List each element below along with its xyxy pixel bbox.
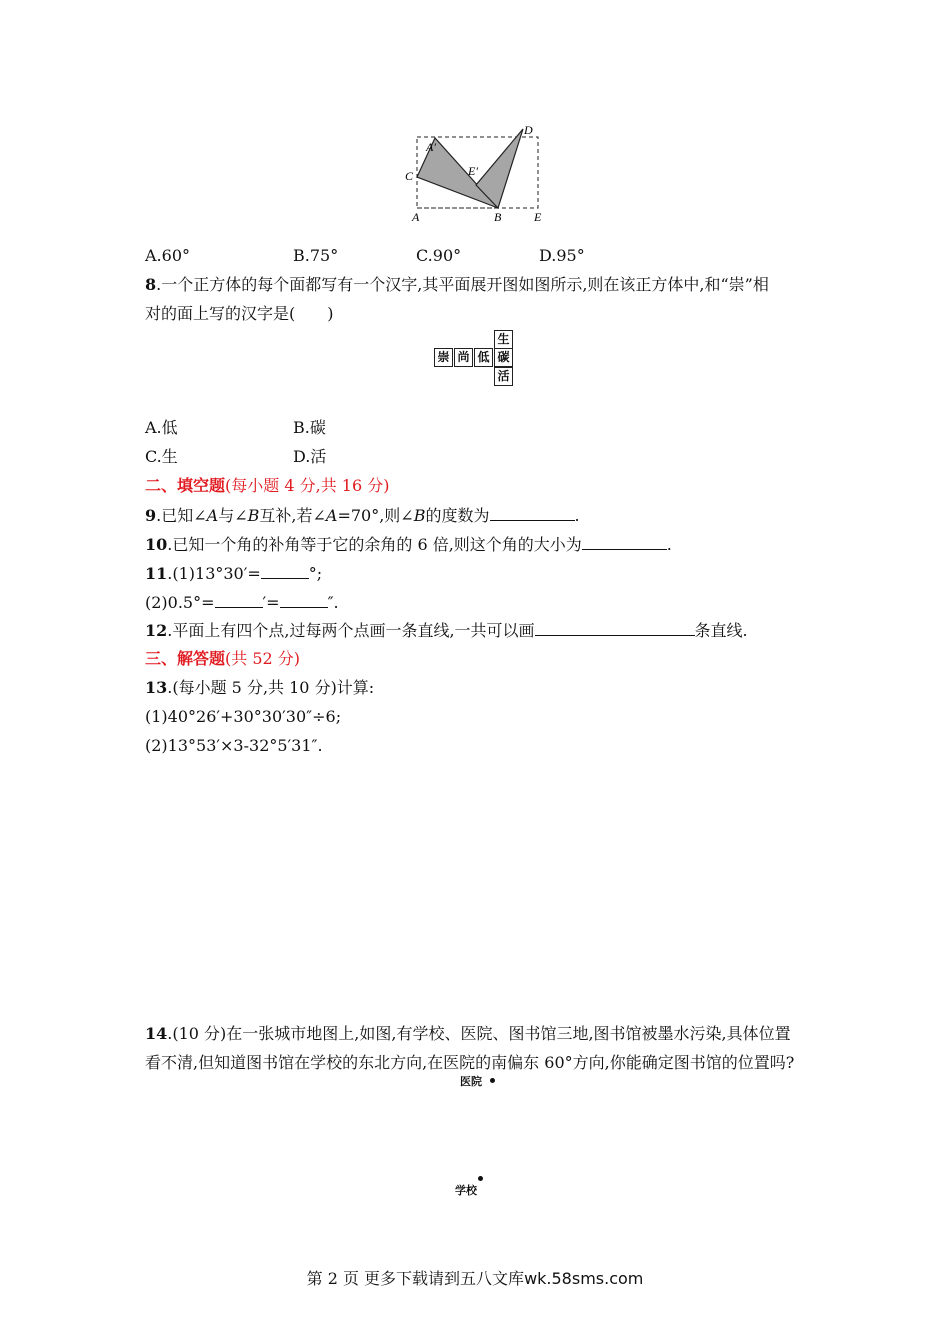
q7-option-a: A.60°: [145, 246, 190, 265]
q11-text: (2)0.5°=: [145, 593, 215, 612]
footer-text: 第 2 页 更多下载请到五八文库: [306, 1269, 525, 1288]
q8-number: 8: [145, 275, 157, 294]
q9-var: A: [325, 506, 338, 525]
net-cell-3: 低: [474, 348, 493, 367]
q14-line2: 看不清,但知道图书馆在学校的东北方向,在医院的南偏东 60°方向,你能确定图书馆的位置吗?: [145, 1053, 795, 1072]
q11-answer-blank-2[interactable]: [215, 592, 263, 608]
net-cell-2: 尚: [454, 348, 473, 367]
q10-end: .: [666, 535, 672, 554]
q9-var: A: [206, 506, 219, 525]
q14-line1: [145, 1024, 791, 1044]
section-2-note: (每小题 4 分,共 16 分): [225, 476, 390, 495]
q12-end: 条直线.: [694, 621, 748, 640]
label-c: C: [405, 169, 414, 183]
q7-option-c: C.90°: [416, 246, 462, 265]
q8-line1: [145, 275, 769, 295]
q10: [145, 534, 672, 555]
q11-line2: [145, 592, 339, 613]
q7-option-b: B.75°: [293, 246, 339, 265]
q8-option-a: A.低: [145, 418, 178, 437]
q9-var: B: [413, 506, 426, 525]
footer-url[interactable]: wk.58sms.com: [524, 1269, 644, 1288]
q9-text: .已知∠: [156, 506, 207, 525]
q9: [145, 505, 580, 526]
q9-text: 的度数为: [425, 506, 490, 525]
section-3-title: 三、解答题: [145, 649, 226, 668]
fold-figure: [400, 124, 550, 224]
label-b: B: [494, 210, 502, 224]
q13-text: .(每小题 5 分,共 10 分)计算:: [167, 678, 375, 697]
q11-line1: [145, 563, 322, 584]
label-e-prime: E′: [468, 164, 478, 178]
q13: [145, 678, 374, 698]
q12-text: .平面上有四个点,过每两个点画一条直线,一共可以画: [167, 621, 535, 640]
net-cell-top: 生: [494, 330, 513, 349]
label-a-prime: A′: [426, 140, 436, 154]
school-label: 学校: [455, 1184, 477, 1197]
section-2-title: 二、填空题: [145, 476, 226, 495]
q14-text1: .(10 分)在一张城市地图上,如图,有学校、医院、图书馆三地,图书馆被墨水污染,具体位置: [167, 1024, 791, 1043]
q9-text: =70°,则∠: [337, 506, 414, 525]
q11-answer-blank-3[interactable]: [280, 592, 328, 608]
q11-text: °;: [308, 564, 323, 583]
q9-text: 与∠: [218, 506, 248, 525]
label-e: E: [534, 210, 542, 224]
q9-var: B: [247, 506, 260, 525]
q8-option-c: C.生: [145, 447, 178, 466]
q9-number: 9: [145, 506, 157, 525]
q10-answer-blank[interactable]: [582, 534, 667, 550]
q12-number: 12: [145, 621, 168, 640]
school-point: [478, 1176, 483, 1181]
q11-answer-blank-1[interactable]: [261, 563, 309, 579]
label-a: A: [412, 210, 420, 224]
net-cell-bottom: 活: [494, 367, 513, 386]
q8-option-b: B.碳: [293, 418, 326, 437]
q13-sub2: (2)13°53′×3-32°5′31″.: [145, 736, 323, 755]
page-footer: [0, 1266, 950, 1289]
q7-option-d: D.95°: [539, 246, 585, 265]
section-3-note: (共 52 分): [225, 649, 301, 668]
q14-number: 14: [145, 1024, 168, 1043]
hospital-point: [490, 1078, 495, 1083]
q8-text1: .一个正方体的每个面都写有一个汉字,其平面展开图如图所示,则在该正方体中,和“崇”相: [156, 275, 769, 294]
section-3-heading: [145, 649, 300, 669]
q12-answer-blank[interactable]: [535, 620, 695, 636]
q11-number: 11: [145, 564, 168, 583]
net-cell-1: 崇: [434, 348, 453, 367]
q10-number: 10: [145, 535, 168, 554]
q9-answer-blank[interactable]: [490, 505, 575, 521]
q9-text: 互补,若∠: [259, 506, 326, 525]
q10-text: .已知一个角的补角等于它的余角的 6 倍,则这个角的大小为: [167, 535, 582, 554]
q11-text: ′=: [262, 593, 280, 612]
hospital-label: 医院: [460, 1075, 482, 1088]
label-d: D: [524, 124, 533, 137]
q11-text: ″.: [327, 593, 339, 612]
q11-text: .(1)13°30′=: [167, 564, 261, 583]
q8-option-d: D.活: [293, 447, 327, 466]
q13-number: 13: [145, 678, 168, 697]
section-2-heading: [145, 476, 389, 496]
net-cell-4: 碳: [494, 348, 513, 367]
q9-end: .: [574, 506, 580, 525]
q13-sub1: (1)40°26′+30°30′30″÷6;: [145, 707, 342, 726]
q12: [145, 620, 748, 641]
q8-line2: 对的面上写的汉字是( ): [145, 304, 334, 323]
